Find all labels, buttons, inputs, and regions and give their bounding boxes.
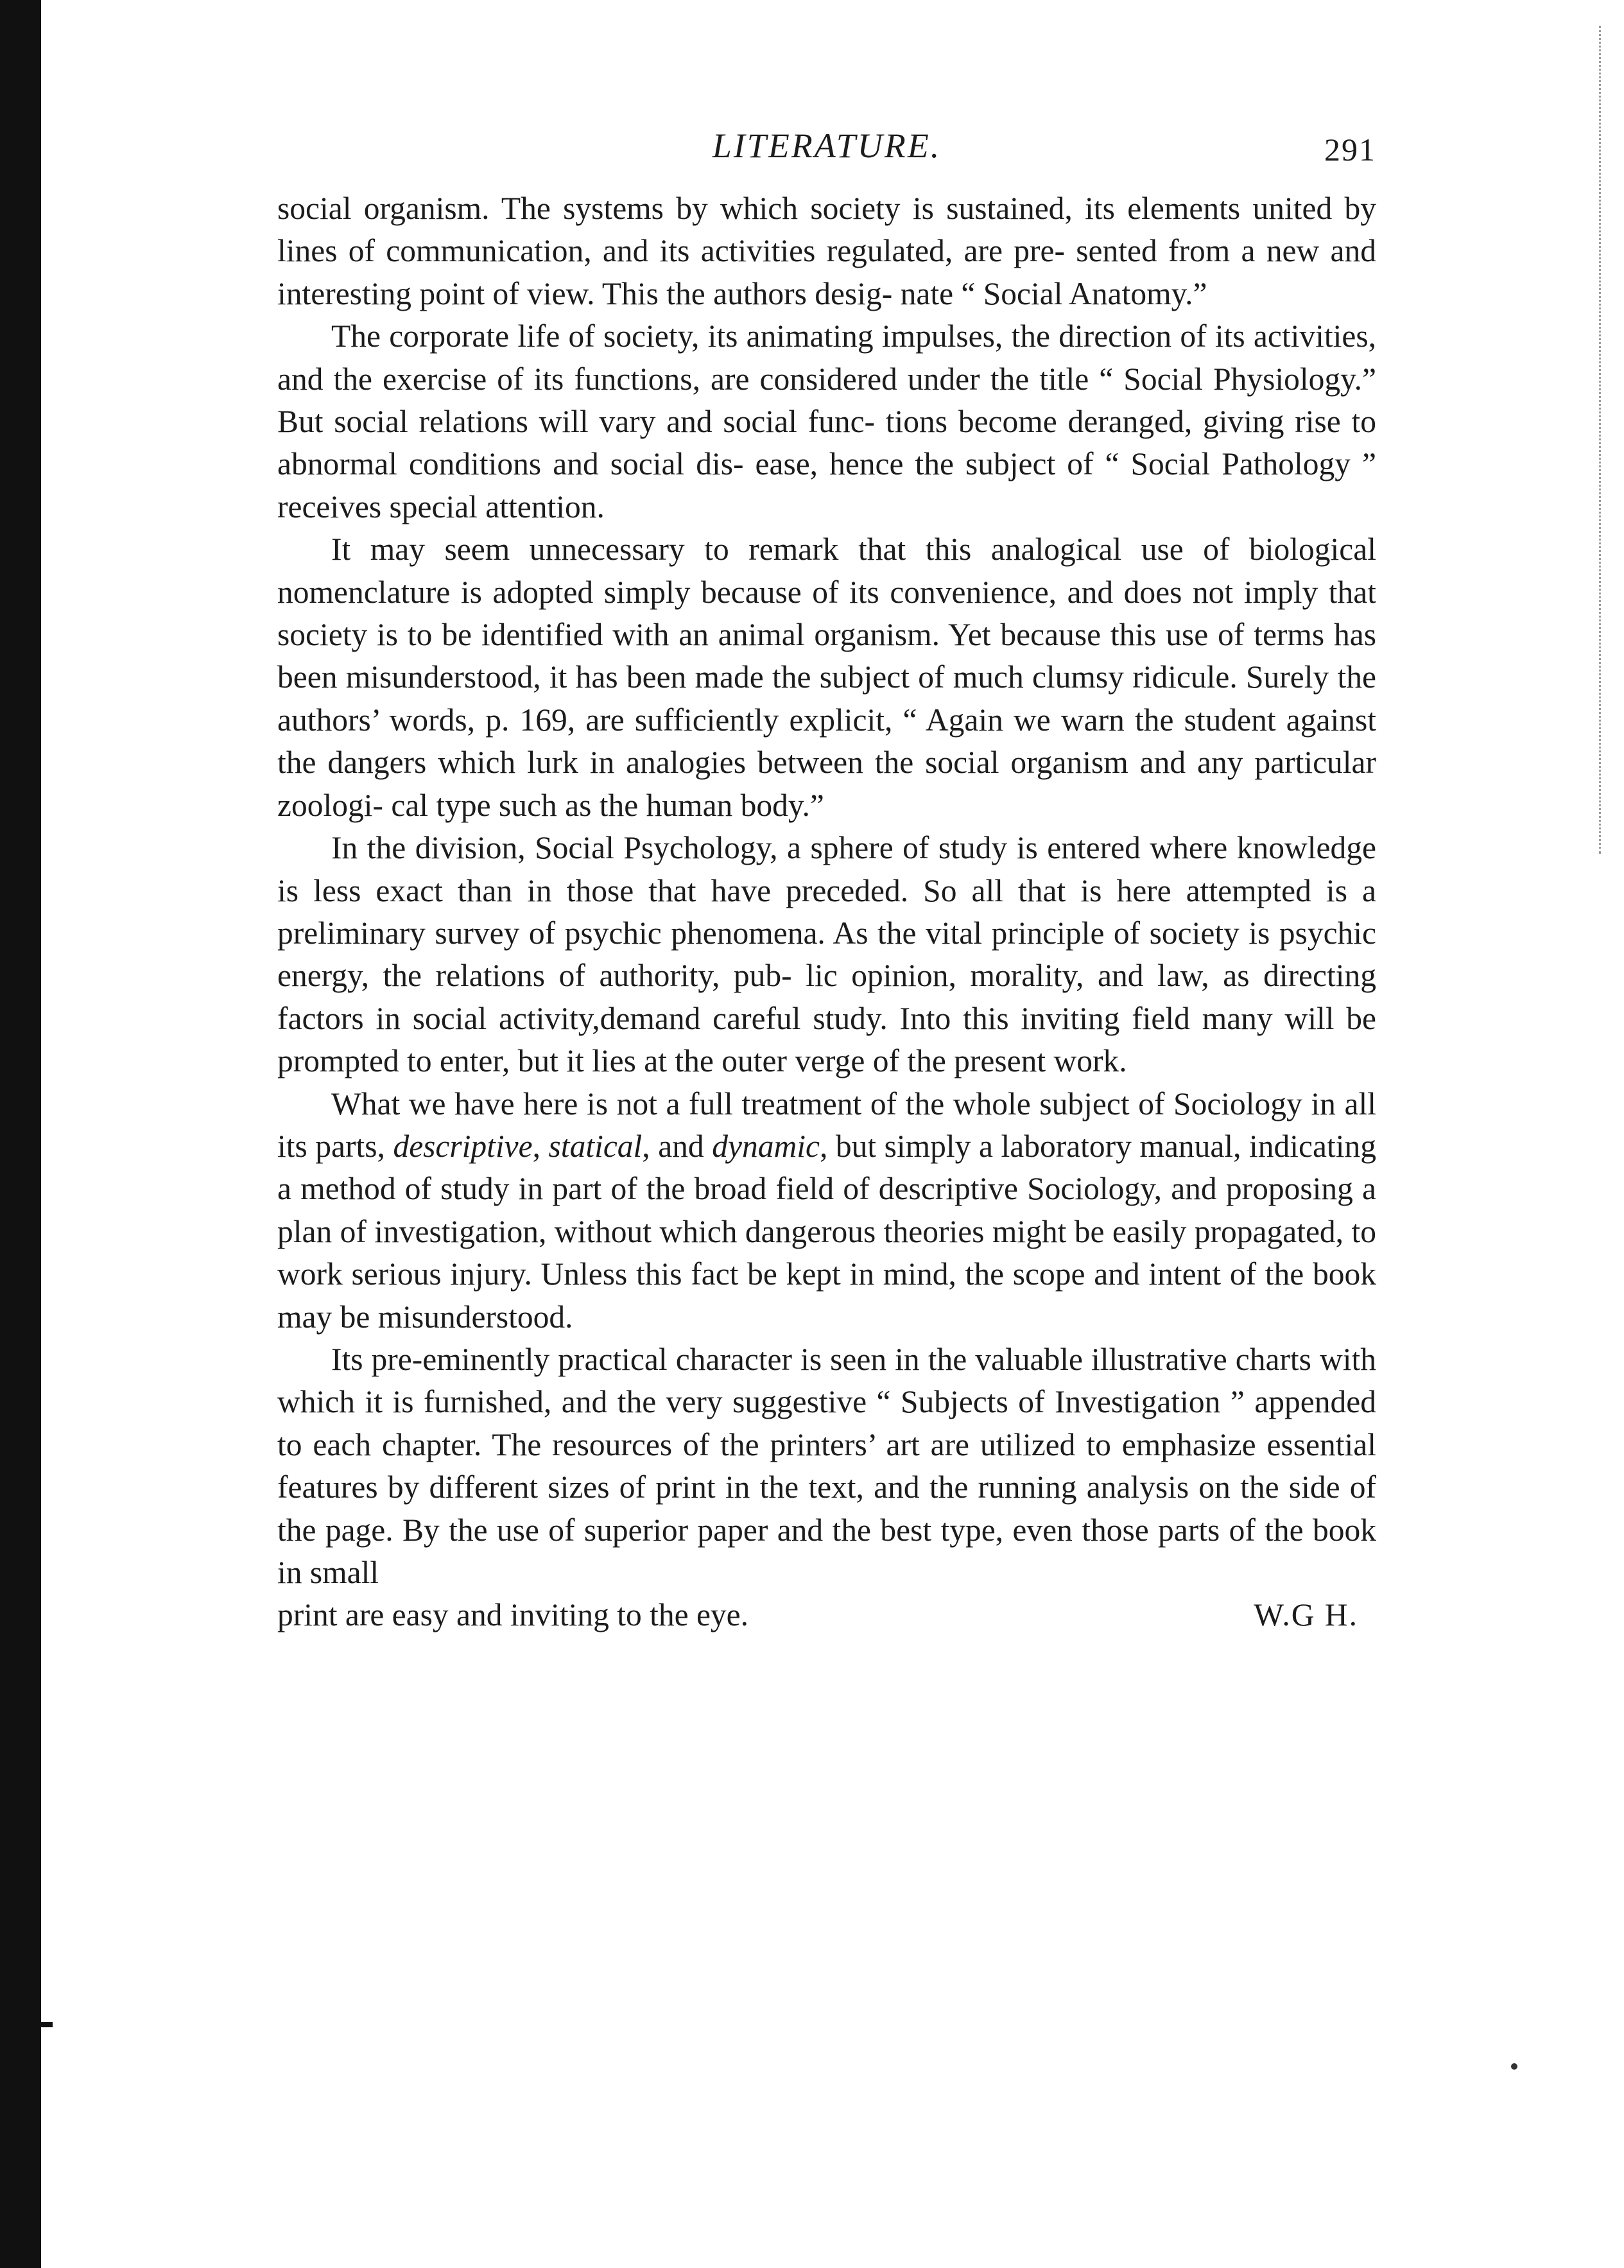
paragraph-line: Its pre-eminently practical character is seen in the valuable illustrative (331, 1341, 1227, 1377)
paragraph-line: In the division, Social Psychology, a sphere of study is entered where (331, 830, 1228, 866)
paragraph-line: The corporate life of society, its animating impulses, the direction of (331, 318, 1207, 354)
paragraph-2 (277, 315, 1376, 528)
paragraph-line: laboratory manual, indicating a method of study in part of the broad field (277, 1128, 1377, 1207)
closing-line (277, 1594, 1376, 1636)
paragraph-line: sented from a new and interesting point of view. This the authors desig- (277, 233, 1376, 311)
page-number: 291 (1324, 132, 1376, 168)
paragraph-line: cal type such as the human body.” (391, 787, 824, 823)
paragraph-line: nate “ Social Anatomy.” (900, 275, 1207, 311)
paragraph-line: which dangerous theories might be easily propagated, to work serious (277, 1213, 1376, 1292)
paragraph-line: social organism. The systems by which society is sustained, its elements (277, 191, 1241, 226)
paragraph-6 (277, 1338, 1376, 1594)
paragraph-line: but it lies at the outer verge of the present work. (517, 1043, 1127, 1079)
paragraph-line: Investigation ” appended to each chapter. The resources of the printers’ (277, 1384, 1376, 1462)
italic-term: statical (548, 1128, 643, 1164)
paragraph-line: It may seem unnecessary to remark that this analogical use of biological (331, 532, 1376, 567)
paragraph-line: lurk in analogies between the social organism and any particular zoologi- (277, 745, 1376, 823)
paragraph-line: sufficiently explicit, “ Again we warn the student against the dangers which (277, 702, 1377, 781)
book-page (277, 126, 1376, 1637)
paragraph-line: the text, and the running analysis on the side of the page. By the use of (277, 1469, 1376, 1548)
italic-term: dynamic (712, 1128, 820, 1164)
paragraph-line: charts with which it is furnished, and the very suggestive “ Subjects of (277, 1341, 1377, 1420)
running-title: LITERATURE. (712, 126, 942, 165)
paragraph-line: injury. Unless this fact be kept in mind, the scope and intent of the book (450, 1256, 1377, 1292)
signature-initials: W.G H. (1254, 1597, 1358, 1633)
paragraph-line: may be misunderstood. (277, 1299, 573, 1335)
paragraph-line: vital principle of society is psychic energy, the relations of authority, pub- (277, 915, 1377, 994)
paragraph-line: title “ Social Physiology.” But social relations will vary and social func- (277, 361, 1376, 440)
paragraph-line: print are easy and inviting to the eye. (277, 1597, 749, 1633)
paragraph-3 (277, 528, 1376, 827)
text-run: , and (642, 1128, 713, 1164)
paragraph-line: superior paper and the best type, even those parts of the book in small (277, 1512, 1377, 1590)
paragraph-line: imply that society is to be identified with an animal organism. Yet (277, 574, 1376, 653)
ink-speck (1511, 2063, 1517, 2070)
paragraph-line: because this use of terms has been misunderstood, it has been made the (277, 617, 1376, 695)
paragraph-line: ease, hence the subject of “ Social Pathology ” receives special attention. (277, 446, 1377, 524)
body-text (277, 187, 1376, 1637)
paragraph-4 (277, 827, 1376, 1082)
paragraph-line: knowledge is less exact than in those that have preceded. So all that is (277, 830, 1376, 908)
paragraph-line: subject of much clumsy ridicule. Surely the authors’ words, p. 169, are (277, 659, 1376, 738)
paragraph-5 (277, 1083, 1376, 1338)
paragraph-line: tions become deranged, giving rise to abnormal conditions and social dis- (277, 404, 1376, 482)
binding-notch (37, 2022, 53, 2027)
text-run: , but simply a (819, 1128, 993, 1164)
paragraph-line: united by lines of communication, and its activities regulated, are pre- (277, 191, 1377, 269)
italic-term: descriptive (393, 1128, 533, 1164)
paragraph-line: art are utilized to emphasize essential features by different sizes of print in (277, 1426, 1376, 1505)
paragraph-line: nomenclature is adopted simply because of its convenience, and does not (277, 574, 1234, 610)
paragraph-line: here attempted is a preliminary survey of psychic phenomena. As the (277, 872, 1376, 951)
page-binding-edge (0, 0, 41, 2268)
paragraph-line: careful study. Into this inviting field many will be prompted to enter, (277, 1000, 1376, 1079)
running-head (277, 126, 1376, 184)
text-run: Sociology in all its parts, (277, 1086, 1376, 1164)
paragraph-line: lic opinion, morality, and law, as directing factors in social activity,demand (277, 958, 1377, 1036)
paragraph-line: What we have here is not a full treatment of the whole subject of (331, 1086, 1165, 1121)
page-right-edge-marks (1599, 26, 1605, 854)
paragraph-line: its activities, and the exercise of its functions, are considered under the (277, 318, 1376, 397)
paragraph-line: of descriptive Sociology, and proposing a plan of investigation, without (277, 1171, 1377, 1249)
paragraph-1 (277, 187, 1376, 315)
text-run: , (532, 1128, 549, 1164)
